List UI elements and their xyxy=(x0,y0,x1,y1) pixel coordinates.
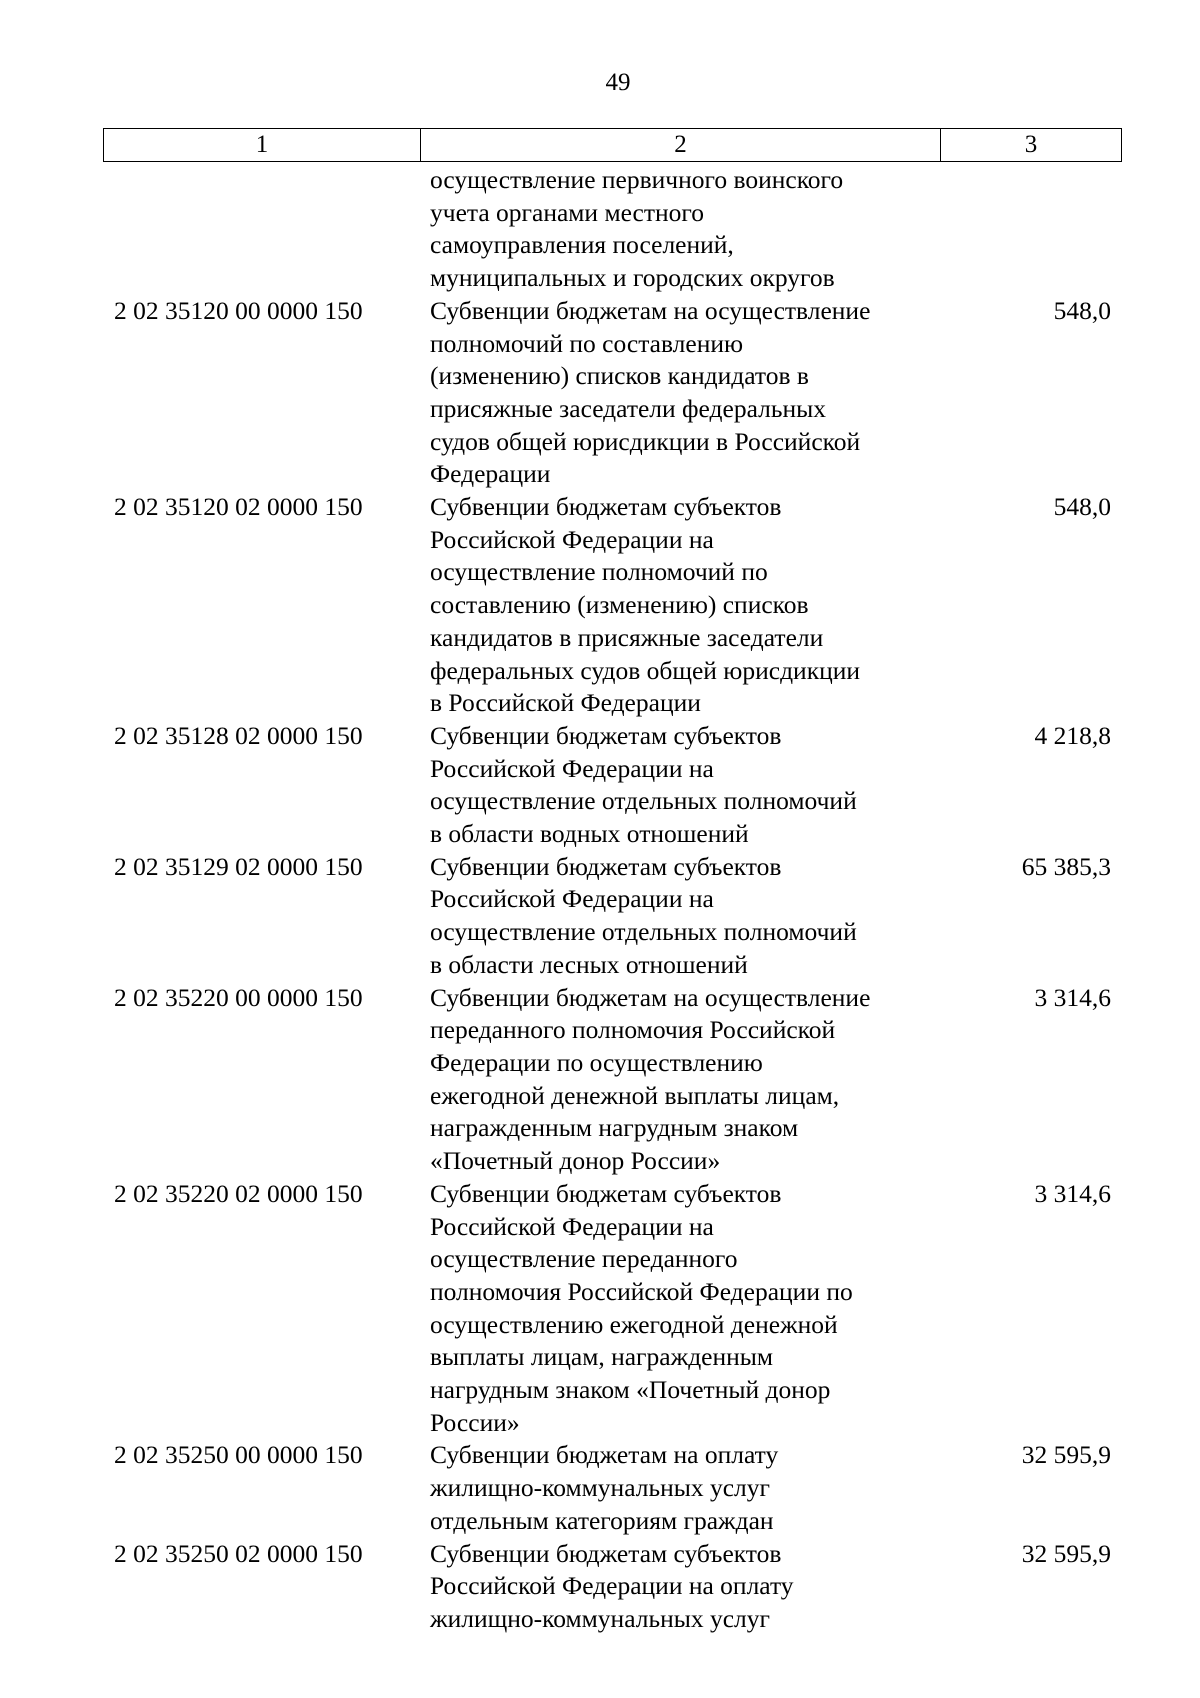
row-description xyxy=(420,1538,940,1636)
description-line: «Почетный донор России» xyxy=(430,1146,721,1176)
description-line: Федерации по осуществлению xyxy=(430,1047,763,1077)
description-line: присяжные заседатели федеральных xyxy=(430,393,826,423)
table-row xyxy=(103,1538,1122,1636)
row-description xyxy=(420,1439,940,1537)
description-line: жилищно-коммунальных услуг xyxy=(430,1473,770,1503)
row-description xyxy=(420,164,940,295)
description-line: осуществление отдельных полномочий xyxy=(430,786,857,816)
description-line: награжденным нагрудным знаком xyxy=(430,1113,799,1143)
description-line: Российской Федерации на оплату xyxy=(430,1571,794,1601)
description-line: Субвенции бюджетам субъектов xyxy=(430,492,782,522)
row-description xyxy=(420,1178,940,1440)
description-line: Российской Федерации на xyxy=(430,524,714,554)
table-body xyxy=(103,164,1122,1636)
description-line: Субвенции бюджетам субъектов xyxy=(430,1538,782,1568)
amount: 548,0 xyxy=(1053,295,1111,325)
description-line: нагрудным знаком «Почетный донор xyxy=(430,1375,831,1405)
description-line: осуществлению ежегодной денежной xyxy=(430,1309,838,1339)
description-line: учета органами местного xyxy=(430,197,704,227)
header-col-2: 2 xyxy=(421,129,941,161)
description-line: муниципальных и городских округов xyxy=(430,263,835,293)
description-line: в области лесных отношений xyxy=(430,949,748,979)
description-line: выплаты лицам, награжденным xyxy=(430,1342,774,1372)
budget-code: 2 02 35250 00 0000 150 xyxy=(114,1440,363,1470)
table-row xyxy=(103,851,1122,982)
description-line: кандидатов в присяжные заседатели xyxy=(430,622,824,652)
description-line: составлению (изменению) списков xyxy=(430,590,809,620)
description-line: Субвенции бюджетам на осуществление xyxy=(430,295,871,325)
table-row xyxy=(103,720,1122,851)
row-description xyxy=(420,720,940,851)
description-line: осуществление переданного xyxy=(430,1244,738,1274)
budget-code: 2 02 35220 02 0000 150 xyxy=(114,1178,363,1208)
table-header xyxy=(103,128,1122,162)
description-line: Федерации xyxy=(430,459,551,489)
table-row xyxy=(103,295,1122,491)
amount: 4 218,8 xyxy=(1034,720,1111,750)
amount: 32 595,9 xyxy=(1021,1440,1111,1470)
description-line: переданного полномочия Российской xyxy=(430,1015,836,1045)
budget-code: 2 02 35120 00 0000 150 xyxy=(114,295,363,325)
table-row xyxy=(103,1439,1122,1537)
row-description xyxy=(420,982,940,1178)
description-line: самоуправления поселений, xyxy=(430,230,734,260)
amount xyxy=(940,164,1122,295)
budget-code: 2 02 35120 02 0000 150 xyxy=(114,492,363,522)
description-line: полномочий по составлению xyxy=(430,328,744,358)
description-line: Российской Федерации на xyxy=(430,884,714,914)
page-number: 49 xyxy=(605,69,631,96)
description-line: в Российской Федерации xyxy=(430,688,701,718)
description-line: Субвенции бюджетам субъектов xyxy=(430,720,782,750)
description-line: отдельным категориям граждан xyxy=(430,1505,774,1535)
budget-code xyxy=(103,164,420,295)
description-line: жилищно-коммунальных услуг xyxy=(430,1603,770,1633)
description-line: (изменению) списков кандидатов в xyxy=(430,361,809,391)
description-line: полномочия Российской Федерации по xyxy=(430,1276,853,1306)
budget-code: 2 02 35129 02 0000 150 xyxy=(114,851,363,881)
description-line: федеральных судов общей юрисдикции xyxy=(430,655,861,685)
header-col-3: 3 xyxy=(1024,131,1038,158)
amount: 32 595,9 xyxy=(1021,1538,1111,1568)
amount: 548,0 xyxy=(1053,492,1111,522)
description-line: Субвенции бюджетам субъектов xyxy=(430,851,782,881)
description-line: Субвенции бюджетам на оплату xyxy=(430,1440,779,1470)
row-description xyxy=(420,851,940,982)
budget-code: 2 02 35250 02 0000 150 xyxy=(114,1538,363,1568)
description-line: осуществление отдельных полномочий xyxy=(430,917,857,947)
table-row xyxy=(103,1178,1122,1440)
table-row xyxy=(103,164,1122,295)
amount: 3 314,6 xyxy=(1034,1178,1111,1208)
description-line: осуществление полномочий по xyxy=(430,557,768,587)
description-line: в области водных отношений xyxy=(430,819,749,849)
description-line: осуществление первичного воинского xyxy=(430,165,844,194)
description-line: Российской Федерации на xyxy=(430,753,714,783)
description-line: России» xyxy=(430,1407,520,1437)
description-line: Субвенции бюджетам на осуществление xyxy=(430,982,871,1012)
description-line: Субвенции бюджетам субъектов xyxy=(430,1178,782,1208)
budget-code: 2 02 35128 02 0000 150 xyxy=(114,720,363,750)
table-row xyxy=(103,491,1122,720)
description-line: Российской Федерации на xyxy=(430,1211,714,1241)
row-description xyxy=(420,295,940,491)
description-line: судов общей юрисдикции в Российской xyxy=(430,426,861,456)
budget-code: 2 02 35220 00 0000 150 xyxy=(114,982,363,1012)
header-col-1: 1 xyxy=(104,129,421,161)
description-line: ежегодной денежной выплаты лицам, xyxy=(430,1080,840,1110)
table-row xyxy=(103,982,1122,1178)
amount: 3 314,6 xyxy=(1034,982,1111,1012)
amount: 65 385,3 xyxy=(1021,851,1111,881)
row-description xyxy=(420,491,940,720)
